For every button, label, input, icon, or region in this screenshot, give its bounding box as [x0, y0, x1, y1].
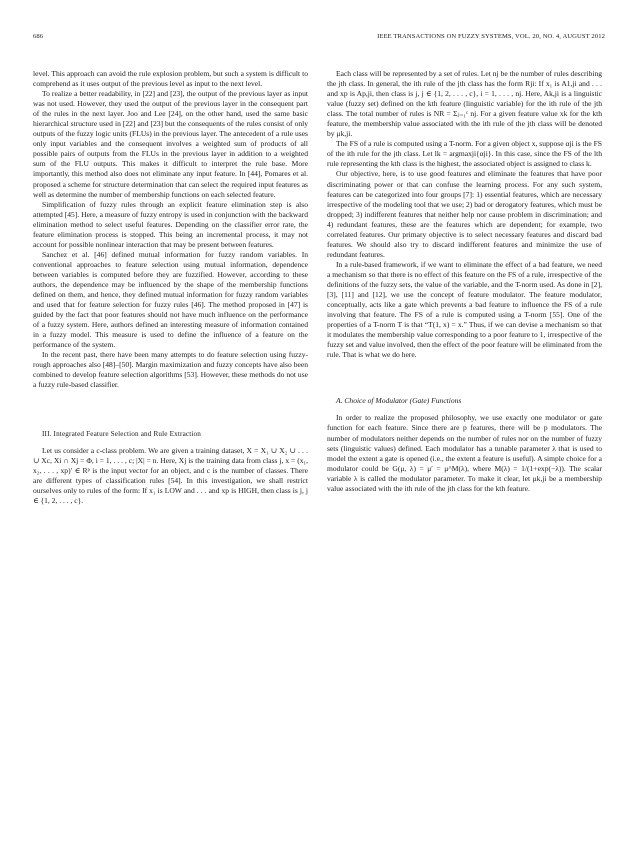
paragraph: Sanchez et al. [46] defined mutual information for fuzzy random variables. In conventional approaches to feature selection using mutual information, dependence between variables is computed before they are fuzzified. However, according to these authors, the dependence may be influenced by the shape of the membership functions defined on them, and hence, they defined mutual information for fuzzy random variables and used that for feature selection for fuzzy rules [46]. The method proposed in [47] is guided by the fact that poor features should not have much influence on the performance of a fuzzy system. Here, authors defined an interesting measure of information contained in a fuzzy model. This measure is used to define the influence of a feature on the performance of the system.	[33, 249, 308, 350]
paragraph: The FS of a rule is computed using a T-norm. For a given object x, suppose αji is the FS of the ith rule for the jth class. Let lk = argmaxji{αji}. In this case, since the FS of the lth rule representing the kth class is the highest, the associated object is assigned to class k.	[327, 139, 602, 169]
left-column	[33, 69, 308, 506]
paragraph: Each class will be represented by a set of rules. Let nj be the number of rules describing the jth class. In general, the ith rule of the jth class has the form Rji: If x₁ is A1,ji and . . . and xp is Ap,ji, then class is j, j ∈ {1, 2, . . . , c}, i = 1, . . . , nj. Here, Ak,ji is a linguistic value (fuzzy set) defined on the kth feature (linguistic variable) for the ith rule of the jth class. The total number of rules is NR = Σⱼ₌₁ᶜ nj. For a given feature value xk for the kth feature, the membership value associated with the ith rule of the jth class will be denoted by μk,ji.	[327, 69, 602, 139]
paragraph: Our objective, here, is to use good features and eliminate the features that have poor discriminating power or that can confuse the learning process. For any such system, features can be categorized into four groups [7]: 1) essential features, which are necessary irrespective of the modeling tool that we use; 2) bad or derogatory features, which must be dropped; 3) indifferent features that neither help nor cause problem in discrimination; and 4) redundant features, these are the features which are dependent; for example, two correlated features. Our primary objective is to select necessary features and discard bad features. We should also try to discard indifferent features and minimize the use of redundant features.	[327, 169, 602, 259]
paragraph: In order to realize the proposed philosophy, we use exactly one modulator or gate function for each feature. Since there are p features, there will be p modulators. The number of modulators neither depends on the number of rules nor on the number of fuzzy sets (linguistic values) defined. Each modulator has a tunable parameter λ that is used to model the extent a gate is opened (i.e., the extent a feature is useful). A simple choice for a modulator could be G(μ, λ) = μ′ = μ^M(λ), where M(λ) = 1/(1+exp(−λ)). The scalar variable λ is called the modulator parameter. To make it clear, let μk,ji be a membership value associated with the ith rule of the jth class for the kth feature.	[327, 413, 602, 493]
paragraph: In the recent past, there have been many attempts to do feature selection using fuzzy-rough approaches also [48]–[50]. Margin maximization and fuzzy concepts have also been combined to develop feature selection algorithms [53]. However, these methods do not use a fuzzy rule-based classifier.	[33, 350, 308, 390]
paragraph: Let us consider a c-class problem. We are given a training dataset, X = X₁ ∪ X₂ ∪ . . . ∪ Xc, Xi ∩ Xj = Φ, i = 1, . . . , c; |X| = n. Here, Xj is the training data from class j, x = (x₁, x₂, . . . , xp)′ ∈ Rᵖ is the input vector for an object, and c is the number of classes. There are different types of classification rules [54]. In this investigation, we shall restrict ourselves only to rules of the form: If x₁ is LOW and . . . and xp is HIGH, then class is j, j ∈ {1, 2, . . . , c}.	[33, 445, 308, 505]
page-header	[33, 33, 605, 45]
right-column	[327, 69, 602, 494]
journal-running-head: IEEE TRANSACTIONS ON FUZZY SYSTEMS, VOL. 20, NO. 4, AUGUST 2012	[377, 33, 605, 40]
subsection-heading: A. Choice of Modulator (Gate) Functions	[336, 396, 462, 406]
paragraph: level. This approach can avoid the rule explosion problem, but such a system is difficult to comprehend as it uses output of the previous level as input to the next level.	[33, 69, 308, 89]
section-heading: III. Integrated Feature Selection and Rule Extraction	[42, 429, 202, 438]
paragraph: To realize a better readability, in [22] and [23], the output of the previous layer as input was not used. However, they used the output of the previous layer in the consequent part of the rules in the next layer. Joo and Lee [24], on the other hand, used the same basic hierarchical structure used in [22] and [23] but the consequents of the rules consist of only outputs of the fuzzy logic units (FLUs) in the previous layer. The antecedent of a rule uses only input variables and the consequent involves a weighted sum of products of all possible pairs of outputs from the FLUs in the previous layer in addition to a weighted sum of the FLU outputs. This makes it difficult to interpret the rule base. More importantly, this method also does not eliminate any input feature. In [44], Pomares et al. proposed a scheme for structure determination that can select the required input features as well as determine the number of membership functions on each selected feature.	[33, 89, 308, 199]
paragraph: In a rule-based framework, if we want to eliminate the effect of a bad feature, we need a mechanism so that there is no effect of this feature on the FS of a rule, irrespective of the definitions of the fuzzy sets, the value of the variable, and the T-norm used. As done in [2], [3], [11] and [12], we use the concept of feature modulator. The feature modulator, conceptually, acts like a gate which prevents a bad feature to influence the FS of a rule involving that feature. The FS of a rule is computed using a T-norm [55]. One of the properties of a T-norm T is that “T(1, x) = x.” Thus, if we can devise a mechanism so that it modulates the membership value corresponding to a poor feature to 1, irrespective of the fuzzy set and value involved, then the effect of the poor feature will be eliminated from the rule. That is what we do here.	[327, 259, 603, 360]
page-number: 686	[33, 33, 44, 40]
paragraph: Simplification of fuzzy rules through an explicit feature elimination step is also attempted [45]. Here, a measure of fuzzy entropy is used in conjunction with the backward elimination method to select useful features. Depending on the classifier error rate, the feature elimination process is stopped. This being an incremental process, it may not account for possible nonlinear interaction that may be present between features.	[33, 199, 308, 249]
